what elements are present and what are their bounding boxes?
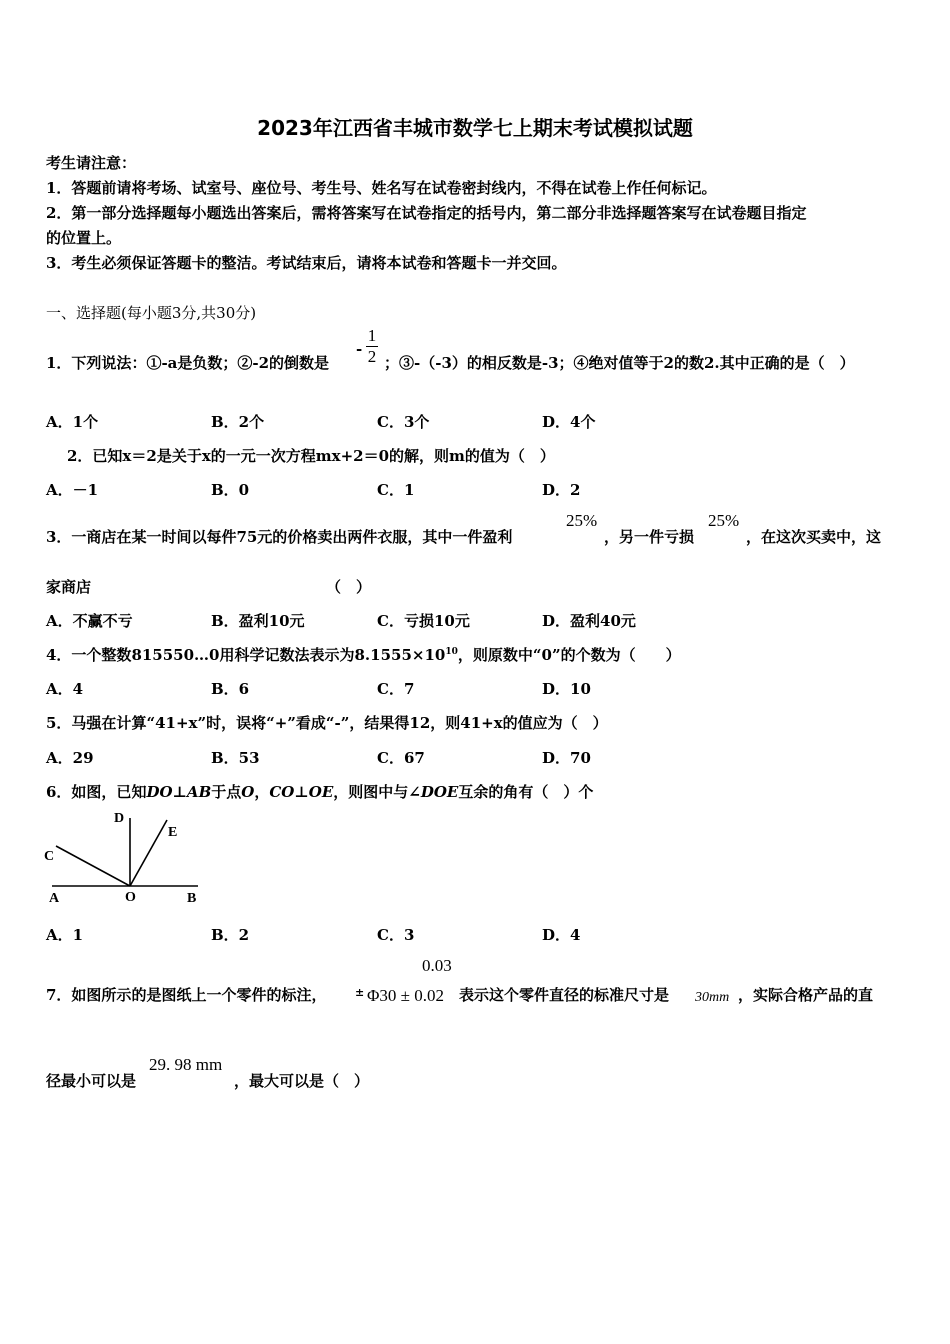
- question-2-text: 2．已知x＝2是关于x的一元一次方程mx+2＝0的解，则m的值为（ ）: [67, 447, 555, 465]
- option-c[interactable]: C．1: [377, 481, 415, 499]
- exponent: 10: [445, 647, 458, 657]
- option-b[interactable]: B．0: [211, 481, 250, 499]
- option-d[interactable]: D．盈利40元: [542, 612, 636, 630]
- q6-part: ，: [254, 783, 270, 801]
- tolerance-upper: 0.03: [422, 956, 452, 975]
- question-3-text-cont: ，另一件亏损: [604, 528, 695, 546]
- angle-figure: [40, 806, 210, 912]
- option-b[interactable]: B．盈利10元: [211, 612, 305, 630]
- option-d[interactable]: D．70: [542, 749, 591, 767]
- question-1-text-cont: ；③-（-3）的相反数是-3；④绝对值等于2的数2.其中正确的是（ ）: [384, 354, 855, 372]
- option-c[interactable]: C．亏损10元: [377, 612, 470, 630]
- label-d: D: [114, 811, 125, 826]
- option-c[interactable]: C．3个: [377, 413, 430, 431]
- q6-point-o: O: [241, 783, 255, 801]
- notice-item: 3．考生必须保证答题卡的整洁。考试结束后，请将本试卷和答题卡一并交回。: [46, 254, 567, 272]
- option-a[interactable]: A．1: [46, 926, 84, 944]
- ray-oc: [56, 846, 130, 886]
- label-c: C: [44, 849, 55, 864]
- question-3-text-cont: ，在这次买卖中，这: [746, 528, 882, 546]
- option-b[interactable]: B．6: [211, 680, 250, 698]
- question-7-text: 7．如图所示的是图纸上一个零件的标注，: [46, 986, 327, 1004]
- option-b[interactable]: B．2个: [211, 413, 265, 431]
- diameter-spec: Φ30 ± 0.02: [367, 986, 445, 1005]
- answer-bracket: （ ）: [326, 578, 372, 596]
- section-heading: 一、选择题(每小题3分,共30分): [46, 304, 257, 322]
- question-4-text-b: ，则原数中“0”的个数为（ ）: [457, 646, 681, 664]
- q6-part: ，则图中与: [333, 783, 409, 801]
- question-5-text: 5．马强在计算“41+x”时，误将“+”看成“-”，结果得12，则41+x的值应为（ ）: [46, 714, 608, 732]
- question-3-text: 3．一商店在某一时间以每件75元的价格卖出两件衣服，其中一件盈利: [46, 528, 513, 546]
- plus-minus-sign: ±: [355, 986, 365, 999]
- option-b[interactable]: B．2: [211, 926, 250, 944]
- q6-angle: ∠DOE: [408, 783, 459, 801]
- percent-profit: 25%: [566, 511, 598, 530]
- q6-part: 6．如图，已知: [46, 783, 147, 801]
- option-a[interactable]: A．－1: [46, 481, 99, 499]
- option-d[interactable]: D．4: [542, 926, 581, 944]
- question-3-text-end: 家商店: [46, 578, 92, 596]
- notice-item: 1．答题前请将考场、试室号、座位号、考生号、姓名写在试卷密封线内，不得在试卷上作任何标记。: [46, 179, 717, 197]
- q6-do-ab: DO⊥AB: [146, 783, 212, 801]
- percent-loss: 25%: [708, 511, 740, 530]
- option-d[interactable]: D．10: [542, 680, 591, 698]
- page-title: 2023年江西省丰城市数学七上期末考试模拟试题: [257, 116, 693, 140]
- notice-item: 的位置上。: [46, 229, 122, 247]
- option-c[interactable]: C．7: [377, 680, 415, 698]
- label-e: E: [168, 825, 178, 840]
- q6-part: 于点: [211, 783, 242, 801]
- option-a[interactable]: A．4: [46, 680, 84, 698]
- q6-co-oe: CO⊥OE: [269, 783, 334, 801]
- option-c[interactable]: C．67: [377, 749, 425, 767]
- notice-heading: 考生请注意：: [46, 154, 137, 172]
- option-b[interactable]: B．53: [211, 749, 260, 767]
- option-d[interactable]: D．4个: [542, 413, 596, 431]
- question-7-text-cont: ，实际合格产品的直: [738, 986, 874, 1004]
- question-1-minus: -: [356, 340, 363, 358]
- notice-item: 2．第一部分选择题每小题选出答案后，需将答案写在试卷指定的括号内，第二部分非选择题答案写在试卷题目指定: [46, 204, 807, 222]
- question-1-fraction: [366, 327, 378, 366]
- label-o: O: [125, 890, 136, 905]
- question-4-text-a: 4．一个整数815550…0用科学记数法表示为8.1555×10: [46, 646, 446, 664]
- ray-oe: [130, 820, 167, 886]
- question-7-text-end: 径最小可以是: [46, 1072, 137, 1090]
- option-a[interactable]: A．1个: [46, 413, 99, 431]
- option-c[interactable]: C．3: [377, 926, 415, 944]
- question-7-text-end: ，最大可以是（ ）: [234, 1072, 370, 1090]
- fraction-numerator: 1: [367, 326, 377, 345]
- question-7-text-cont: 表示这个零件直径的标准尺寸是: [459, 986, 670, 1004]
- q6-part: 互余的角有（ ）个: [458, 783, 594, 801]
- option-a[interactable]: A．不赢不亏: [46, 612, 133, 630]
- standard-size: 30mm: [695, 990, 730, 1005]
- question-6-text: [46, 781, 593, 802]
- option-d[interactable]: D．2: [542, 481, 581, 499]
- fraction-denominator: 2: [367, 347, 377, 366]
- label-a: A: [49, 891, 60, 906]
- option-a[interactable]: A．29: [46, 749, 94, 767]
- question-4-text: [46, 644, 681, 665]
- min-diameter: 29. 98 mm: [149, 1055, 223, 1074]
- question-1-text: 1．下列说法：①-a是负数；②-2的倒数是: [46, 354, 330, 372]
- label-b: B: [187, 891, 197, 906]
